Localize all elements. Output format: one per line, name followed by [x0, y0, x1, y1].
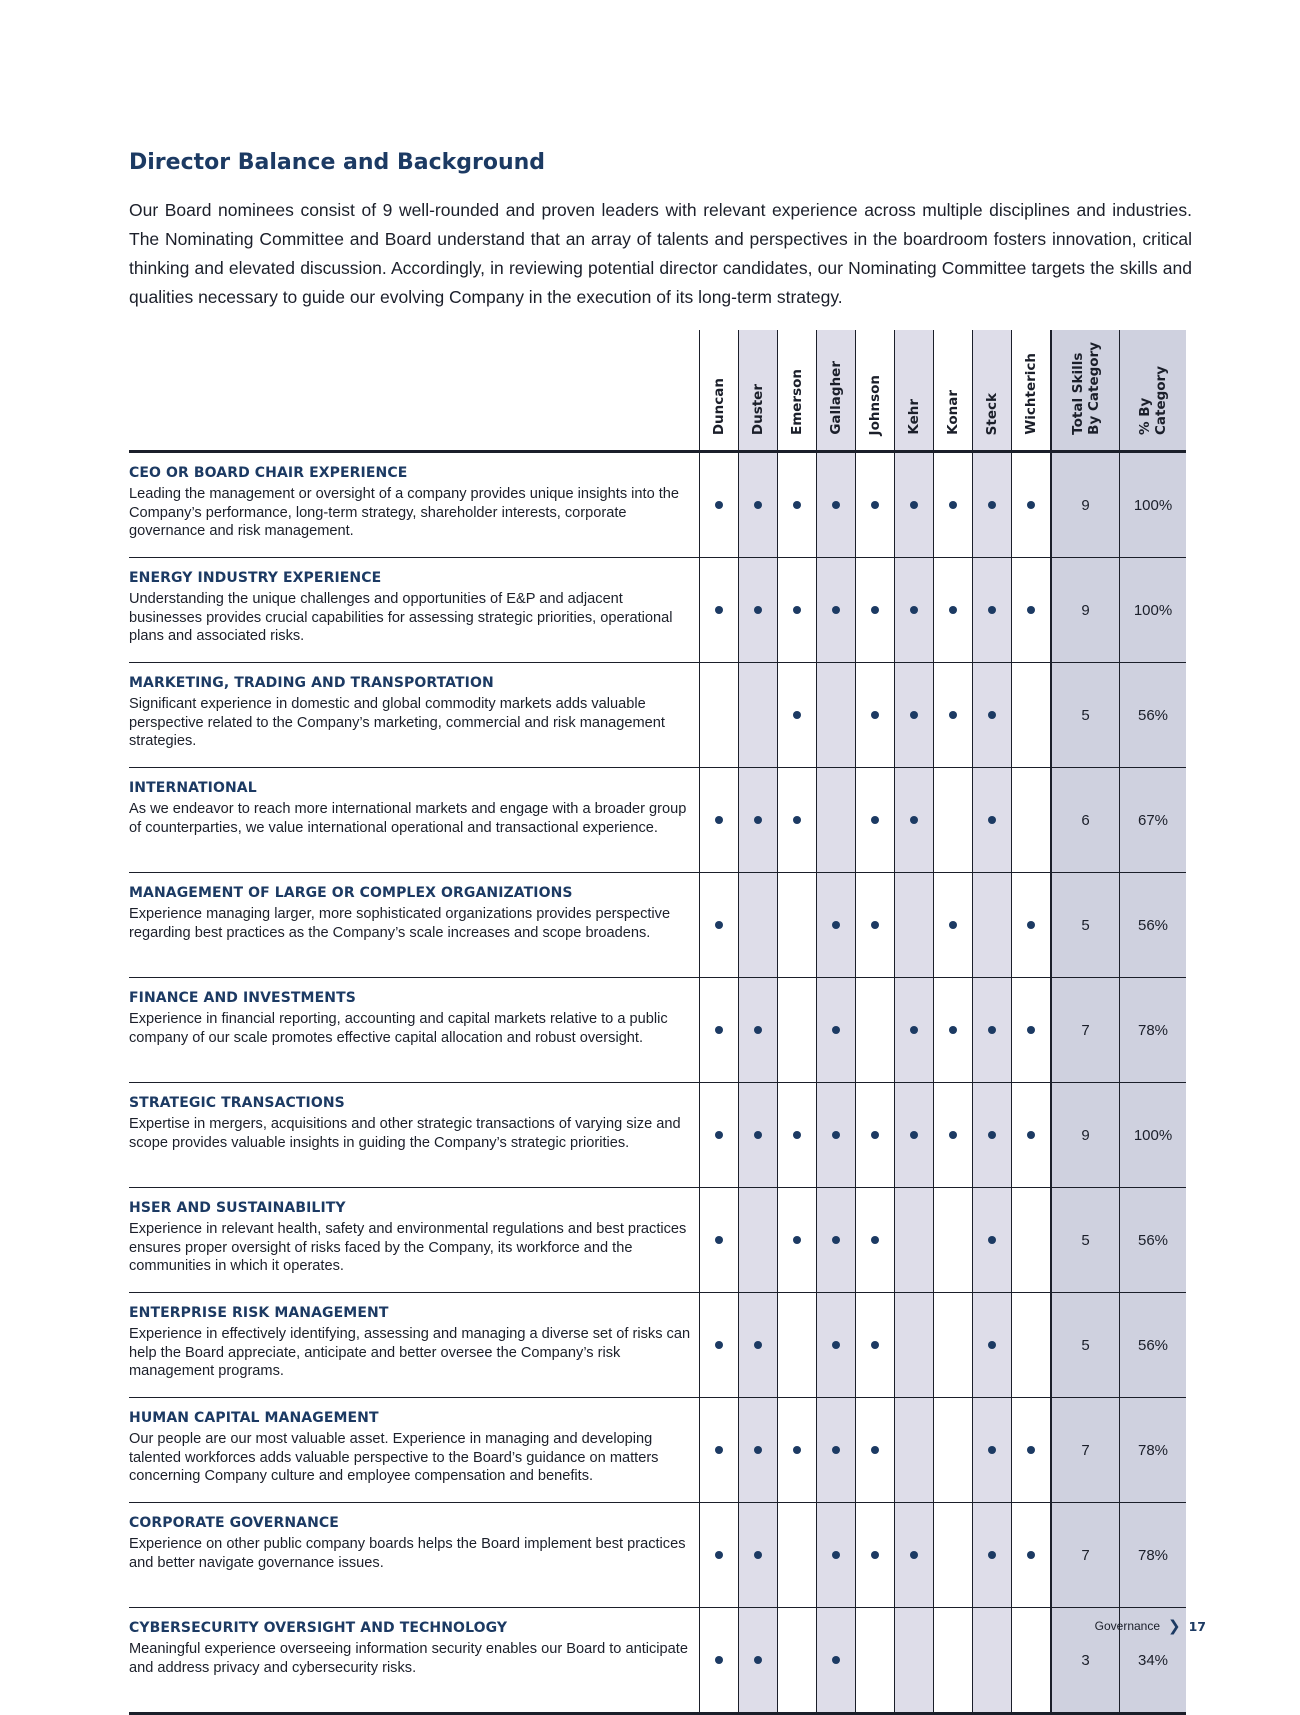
- bullet-dot-icon: [754, 1446, 762, 1454]
- table-row: [129, 452, 1186, 558]
- bullet-dot-icon: [1027, 1551, 1035, 1559]
- skill-mark-cell: [817, 452, 856, 558]
- skill-mark-cell: [895, 1398, 934, 1503]
- skill-mark-cell: [856, 1503, 895, 1608]
- bullet-dot-icon: [871, 606, 879, 614]
- bullet-dot-icon: [793, 711, 801, 719]
- bullet-dot-icon: [754, 501, 762, 509]
- bullet-dot-icon: [949, 711, 957, 719]
- bullet-dot-icon: [832, 606, 840, 614]
- skill-description: As we endeavor to reach more international markets and engage with a broader group of counterparties, we value international operational and transactional experience.: [129, 801, 687, 836]
- bullet-dot-icon: [832, 1131, 840, 1139]
- table-row: [129, 558, 1186, 663]
- skill-title: CEO OR BOARD CHAIR EXPERIENCE: [129, 465, 408, 481]
- skill-mark-cell: [1012, 663, 1052, 768]
- skill-title: ENTERPRISE RISK MANAGEMENT: [129, 1305, 389, 1321]
- skill-mark-cell: [739, 1083, 778, 1188]
- skill-title: CYBERSECURITY OVERSIGHT AND TECHNOLOGY: [129, 1620, 508, 1636]
- skill-mark-cell: [739, 452, 778, 558]
- skill-mark-cell: [856, 1188, 895, 1293]
- skill-mark-cell: [934, 873, 973, 978]
- director-header: [778, 330, 817, 452]
- skill-mark-cell: [817, 768, 856, 873]
- total-skills-value: 5: [1051, 873, 1120, 978]
- skill-mark-cell: [739, 768, 778, 873]
- bullet-dot-icon: [832, 1341, 840, 1349]
- skill-mark-cell: [1012, 768, 1052, 873]
- skill-mark-cell: [739, 1293, 778, 1398]
- bullet-dot-icon: [715, 1131, 723, 1139]
- skill-mark-cell: [1012, 1503, 1052, 1608]
- bullet-dot-icon: [754, 816, 762, 824]
- skill-mark-cell: [1012, 1188, 1052, 1293]
- skill-mark-cell: [700, 558, 739, 663]
- table-row: [129, 1608, 1186, 1714]
- bullet-dot-icon: [871, 1131, 879, 1139]
- percent-value: 67%: [1120, 768, 1187, 873]
- percent-header: [1120, 330, 1187, 452]
- director-name: Wichterich: [1023, 353, 1039, 435]
- bullet-dot-icon: [832, 921, 840, 929]
- skill-mark-cell: [895, 1503, 934, 1608]
- skill-mark-cell: [934, 1608, 973, 1714]
- bullet-dot-icon: [871, 1236, 879, 1244]
- skill-mark-cell: [778, 1188, 817, 1293]
- total-skills-value: 5: [1051, 1293, 1120, 1398]
- skill-mark-cell: [973, 1608, 1012, 1714]
- skill-mark-cell: [778, 768, 817, 873]
- director-name: Kehr: [906, 399, 922, 435]
- bullet-dot-icon: [715, 1551, 723, 1559]
- bullet-dot-icon: [832, 1446, 840, 1454]
- bullet-dot-icon: [871, 1341, 879, 1349]
- bullet-dot-icon: [715, 1656, 723, 1664]
- bullet-dot-icon: [715, 816, 723, 824]
- bullet-dot-icon: [832, 1026, 840, 1034]
- skill-description: Experience in financial reporting, accounting and capital markets relative to a public company of our scale promotes effective capital allocation and robust oversight.: [129, 1011, 668, 1046]
- skill-mark-cell: [856, 978, 895, 1083]
- bullet-dot-icon: [949, 1131, 957, 1139]
- skill-mark-cell: [778, 1398, 817, 1503]
- bullet-dot-icon: [871, 816, 879, 824]
- percent-value: 100%: [1120, 452, 1187, 558]
- director-name: Konar: [945, 390, 961, 435]
- page-footer: [1095, 1617, 1206, 1635]
- skill-mark-cell: [700, 1188, 739, 1293]
- bullet-dot-icon: [910, 606, 918, 614]
- bullet-dot-icon: [832, 1656, 840, 1664]
- skill-mark-cell: [778, 1608, 817, 1714]
- skill-mark-cell: [817, 663, 856, 768]
- skill-mark-cell: [895, 1293, 934, 1398]
- bullet-dot-icon: [715, 1026, 723, 1034]
- skill-description-cell: [129, 768, 700, 873]
- bullet-dot-icon: [715, 1446, 723, 1454]
- director-header: [817, 330, 856, 452]
- bullet-dot-icon: [988, 1551, 996, 1559]
- skill-mark-cell: [895, 1083, 934, 1188]
- bullet-dot-icon: [715, 1341, 723, 1349]
- skill-mark-cell: [817, 1293, 856, 1398]
- bullet-dot-icon: [1027, 606, 1035, 614]
- bullet-dot-icon: [988, 606, 996, 614]
- skill-description: Leading the management or oversight of a company provides unique insights into the Company’s performance, long-term strategy, shareholder interests, corporate governance and risk management.: [129, 486, 680, 539]
- skill-description-cell: [129, 663, 700, 768]
- skill-mark-cell: [778, 452, 817, 558]
- skill-title: INTERNATIONAL: [129, 780, 257, 796]
- bullet-dot-icon: [949, 921, 957, 929]
- skill-description: Our people are our most valuable asset. Experience in managing and developing talented workforces adds valuable perspective to the Board’s guidance on matters concerning Company culture and employee compensation and benefits.: [129, 1431, 659, 1484]
- skill-mark-cell: [817, 1083, 856, 1188]
- skill-mark-cell: [817, 1503, 856, 1608]
- skill-mark-cell: [895, 558, 934, 663]
- percent-value: 78%: [1120, 1503, 1187, 1608]
- bullet-dot-icon: [988, 1026, 996, 1034]
- total-skills-value: 6: [1051, 768, 1120, 873]
- bullet-dot-icon: [793, 606, 801, 614]
- director-name: Duncan: [711, 377, 727, 435]
- skill-title: FINANCE AND INVESTMENTS: [129, 990, 356, 1006]
- skill-mark-cell: [973, 1503, 1012, 1608]
- skill-mark-cell: [973, 978, 1012, 1083]
- skill-mark-cell: [895, 1608, 934, 1714]
- total-skills-value: 7: [1051, 1503, 1120, 1608]
- skill-mark-cell: [817, 1608, 856, 1714]
- skill-mark-cell: [934, 1293, 973, 1398]
- skill-mark-cell: [817, 558, 856, 663]
- skill-mark-cell: [700, 1083, 739, 1188]
- table-row: [129, 1398, 1186, 1503]
- bullet-dot-icon: [871, 921, 879, 929]
- bullet-dot-icon: [988, 711, 996, 719]
- bullet-dot-icon: [871, 1551, 879, 1559]
- skill-mark-cell: [739, 1503, 778, 1608]
- bullet-dot-icon: [1027, 921, 1035, 929]
- percent-value: 78%: [1120, 1398, 1187, 1503]
- skill-mark-cell: [895, 663, 934, 768]
- skill-description-cell: [129, 1293, 700, 1398]
- director-header: [700, 330, 739, 452]
- skill-mark-cell: [856, 663, 895, 768]
- bullet-dot-icon: [910, 1551, 918, 1559]
- skill-mark-cell: [934, 768, 973, 873]
- skill-description-cell: [129, 1608, 700, 1714]
- skill-mark-cell: [700, 452, 739, 558]
- skill-mark-cell: [817, 1398, 856, 1503]
- skill-title: MANAGEMENT OF LARGE OR COMPLEX ORGANIZATIONS: [129, 885, 573, 901]
- bullet-dot-icon: [871, 1446, 879, 1454]
- skill-description: Meaningful experience overseeing information security enables our Board to anticipate and address privacy and cybersecurity risks.: [129, 1641, 688, 1676]
- skill-mark-cell: [700, 1293, 739, 1398]
- skill-description-cell: [129, 873, 700, 978]
- skill-mark-cell: [934, 663, 973, 768]
- skill-description-cell: [129, 1083, 700, 1188]
- bullet-dot-icon: [715, 606, 723, 614]
- matrix-header-blank: [129, 330, 700, 452]
- bullet-dot-icon: [832, 501, 840, 509]
- skill-description: Experience managing larger, more sophisticated organizations provides perspective regarding best practices as the Company’s scale increases and scope broadens.: [129, 906, 671, 941]
- skill-mark-cell: [934, 1398, 973, 1503]
- skill-mark-cell: [739, 1188, 778, 1293]
- bullet-dot-icon: [754, 1131, 762, 1139]
- total-skills-value: 9: [1051, 452, 1120, 558]
- director-header: [739, 330, 778, 452]
- matrix-header-row: [129, 330, 1186, 452]
- total-skills-value: 9: [1051, 558, 1120, 663]
- director-name: Steck: [984, 392, 1000, 435]
- footer-section: Governance: [1094, 1619, 1161, 1633]
- director-name: Emerson: [789, 368, 805, 435]
- skill-mark-cell: [973, 558, 1012, 663]
- bullet-dot-icon: [754, 606, 762, 614]
- skill-mark-cell: [856, 873, 895, 978]
- bullet-dot-icon: [910, 501, 918, 509]
- skill-mark-cell: [778, 1293, 817, 1398]
- skill-mark-cell: [934, 558, 973, 663]
- skill-mark-cell: [700, 1398, 739, 1503]
- bullet-dot-icon: [754, 1341, 762, 1349]
- skill-mark-cell: [856, 1293, 895, 1398]
- bullet-dot-icon: [910, 816, 918, 824]
- skill-mark-cell: [778, 663, 817, 768]
- total-skills-header: [1051, 330, 1120, 452]
- bullet-dot-icon: [793, 816, 801, 824]
- table-row: [129, 768, 1186, 873]
- director-header: [1012, 330, 1052, 452]
- table-row: [129, 1083, 1186, 1188]
- bullet-dot-icon: [715, 921, 723, 929]
- skill-mark-cell: [700, 1608, 739, 1714]
- skill-mark-cell: [778, 1083, 817, 1188]
- director-name: Johnson: [867, 374, 883, 435]
- director-name: Duster: [750, 383, 766, 435]
- skill-mark-cell: [934, 1083, 973, 1188]
- skill-mark-cell: [1012, 1398, 1052, 1503]
- percent-header-label: % By Category: [1137, 365, 1169, 435]
- total-skills-value: 9: [1051, 1083, 1120, 1188]
- bullet-dot-icon: [988, 1131, 996, 1139]
- table-row: [129, 1503, 1186, 1608]
- skill-mark-cell: [856, 768, 895, 873]
- skill-mark-cell: [973, 1083, 1012, 1188]
- skill-description: Expertise in mergers, acquisitions and other strategic transactions of varying size and scope provides valuable insights in guiding the Company’s strategic priorities.: [129, 1116, 681, 1151]
- skill-description-cell: [129, 1503, 700, 1608]
- skill-mark-cell: [700, 663, 739, 768]
- skill-mark-cell: [739, 558, 778, 663]
- bullet-dot-icon: [754, 1026, 762, 1034]
- skill-mark-cell: [700, 873, 739, 978]
- percent-value: 56%: [1120, 663, 1187, 768]
- bullet-dot-icon: [1027, 1131, 1035, 1139]
- skill-mark-cell: [856, 558, 895, 663]
- director-header: [973, 330, 1012, 452]
- skill-mark-cell: [739, 1608, 778, 1714]
- percent-value: 56%: [1120, 873, 1187, 978]
- bullet-dot-icon: [871, 501, 879, 509]
- skill-mark-cell: [973, 873, 1012, 978]
- percent-value: 100%: [1120, 1083, 1187, 1188]
- bullet-dot-icon: [988, 501, 996, 509]
- bullet-dot-icon: [988, 1236, 996, 1244]
- skill-mark-cell: [973, 452, 1012, 558]
- bullet-dot-icon: [793, 1236, 801, 1244]
- skill-mark-cell: [778, 978, 817, 1083]
- bullet-dot-icon: [715, 501, 723, 509]
- table-row: [129, 873, 1186, 978]
- bullet-dot-icon: [715, 1236, 723, 1244]
- skill-mark-cell: [1012, 1083, 1052, 1188]
- skill-description: Experience in effectively identifying, assessing and managing a diverse set of risks can help the Board appreciate, anticipate and better oversee the Company’s risk management programs.: [129, 1326, 691, 1379]
- skill-mark-cell: [895, 978, 934, 1083]
- bullet-dot-icon: [871, 711, 879, 719]
- skill-mark-cell: [700, 768, 739, 873]
- skill-mark-cell: [895, 768, 934, 873]
- director-header: [895, 330, 934, 452]
- skill-mark-cell: [817, 1188, 856, 1293]
- bullet-dot-icon: [910, 1131, 918, 1139]
- chevron-right-icon: ❯: [1168, 1617, 1181, 1635]
- bullet-dot-icon: [988, 1341, 996, 1349]
- bullet-dot-icon: [910, 1026, 918, 1034]
- skill-mark-cell: [856, 1083, 895, 1188]
- total-skills-header-label: Total Skills By Category: [1069, 342, 1102, 435]
- skill-mark-cell: [739, 873, 778, 978]
- skill-mark-cell: [934, 1503, 973, 1608]
- skill-title: ENERGY INDUSTRY EXPERIENCE: [129, 570, 382, 586]
- bullet-dot-icon: [793, 1131, 801, 1139]
- skill-mark-cell: [895, 1188, 934, 1293]
- skill-description-cell: [129, 1398, 700, 1503]
- skill-title: HSER AND SUSTAINABILITY: [129, 1200, 346, 1216]
- skill-mark-cell: [973, 768, 1012, 873]
- skill-mark-cell: [1012, 452, 1052, 558]
- bullet-dot-icon: [832, 1236, 840, 1244]
- skill-description: Significant experience in domestic and global commodity markets adds valuable perspective related to the Company’s marketing, commercial and risk management strategies.: [129, 696, 665, 749]
- table-row: [129, 978, 1186, 1083]
- skill-mark-cell: [856, 452, 895, 558]
- percent-value: 100%: [1120, 558, 1187, 663]
- director-skills-matrix: [129, 330, 1186, 1715]
- skill-mark-cell: [817, 978, 856, 1083]
- bullet-dot-icon: [988, 1446, 996, 1454]
- percent-value: 78%: [1120, 978, 1187, 1083]
- skill-mark-cell: [739, 663, 778, 768]
- bullet-dot-icon: [754, 1551, 762, 1559]
- skill-title: STRATEGIC TRANSACTIONS: [129, 1095, 345, 1111]
- table-row: [129, 1293, 1186, 1398]
- percent-value: 56%: [1120, 1188, 1187, 1293]
- director-header: [934, 330, 973, 452]
- skill-mark-cell: [778, 1503, 817, 1608]
- skill-mark-cell: [973, 663, 1012, 768]
- skill-mark-cell: [739, 1398, 778, 1503]
- bullet-dot-icon: [949, 1026, 957, 1034]
- skill-mark-cell: [895, 452, 934, 558]
- skill-mark-cell: [1012, 873, 1052, 978]
- percent-value: 56%: [1120, 1293, 1187, 1398]
- skill-mark-cell: [895, 873, 934, 978]
- skill-mark-cell: [934, 452, 973, 558]
- director-header: [856, 330, 895, 452]
- skill-mark-cell: [856, 1398, 895, 1503]
- skill-mark-cell: [817, 873, 856, 978]
- table-row: [129, 1188, 1186, 1293]
- skill-mark-cell: [778, 873, 817, 978]
- skill-description: Experience on other public company boards helps the Board implement best practices and better navigate governance issues.: [129, 1536, 686, 1571]
- bullet-dot-icon: [949, 501, 957, 509]
- percent-value: 34%: [1120, 1608, 1187, 1714]
- skill-mark-cell: [1012, 558, 1052, 663]
- total-skills-value: 5: [1051, 663, 1120, 768]
- bullet-dot-icon: [793, 501, 801, 509]
- bullet-dot-icon: [832, 1551, 840, 1559]
- skill-mark-cell: [934, 978, 973, 1083]
- skill-description: Understanding the unique challenges and opportunities of E&P and adjacent businesses provides crucial capabilities for assessing strategic priorities, operational plans and associated risks.: [129, 591, 673, 644]
- skill-mark-cell: [1012, 1293, 1052, 1398]
- total-skills-value: 5: [1051, 1188, 1120, 1293]
- skill-mark-cell: [778, 558, 817, 663]
- bullet-dot-icon: [949, 606, 957, 614]
- skill-mark-cell: [934, 1188, 973, 1293]
- skill-mark-cell: [1012, 1608, 1052, 1714]
- intro-paragraph: Our Board nominees consist of 9 well-rounded and proven leaders with relevant experience across multiple disciplines and industries. The Nominating Committee and Board understand that an array of talents and perspectives in the boardroom fosters innovation, critical thinking and elevated discussion. Accordingly, in reviewing potential director candidates, our Nominating Committee targets the skills and qualities necessary to guide our evolving Company in the execution of its long-term strategy.: [129, 200, 1192, 307]
- skill-mark-cell: [1012, 978, 1052, 1083]
- bullet-dot-icon: [1027, 1446, 1035, 1454]
- page-number: 17: [1188, 1618, 1206, 1634]
- total-skills-value: 3: [1051, 1608, 1120, 1714]
- skill-title: MARKETING, TRADING AND TRANSPORTATION: [129, 675, 494, 691]
- total-skills-value: 7: [1051, 1398, 1120, 1503]
- bullet-dot-icon: [1027, 1026, 1035, 1034]
- skill-description-cell: [129, 558, 700, 663]
- skill-mark-cell: [700, 978, 739, 1083]
- bullet-dot-icon: [754, 1656, 762, 1664]
- skill-mark-cell: [973, 1188, 1012, 1293]
- skill-mark-cell: [856, 1608, 895, 1714]
- skill-mark-cell: [973, 1293, 1012, 1398]
- skill-mark-cell: [739, 978, 778, 1083]
- bullet-dot-icon: [910, 711, 918, 719]
- table-row: [129, 663, 1186, 768]
- skill-description-cell: [129, 978, 700, 1083]
- bullet-dot-icon: [1027, 501, 1035, 509]
- skill-title: HUMAN CAPITAL MANAGEMENT: [129, 1410, 379, 1426]
- bullet-dot-icon: [988, 816, 996, 824]
- bullet-dot-icon: [793, 1446, 801, 1454]
- skill-description-cell: [129, 452, 700, 558]
- page-title: Director Balance and Background: [129, 150, 546, 175]
- skill-description: Experience in relevant health, safety and environmental regulations and best practices ensures proper oversight of risks faced by the Company, its workforce and the communities in which it operates.: [129, 1221, 687, 1274]
- skill-title: CORPORATE GOVERNANCE: [129, 1515, 339, 1531]
- director-name: Gallagher: [828, 361, 844, 435]
- skill-mark-cell: [973, 1398, 1012, 1503]
- total-skills-value: 7: [1051, 978, 1120, 1083]
- skill-mark-cell: [700, 1503, 739, 1608]
- skill-description-cell: [129, 1188, 700, 1293]
